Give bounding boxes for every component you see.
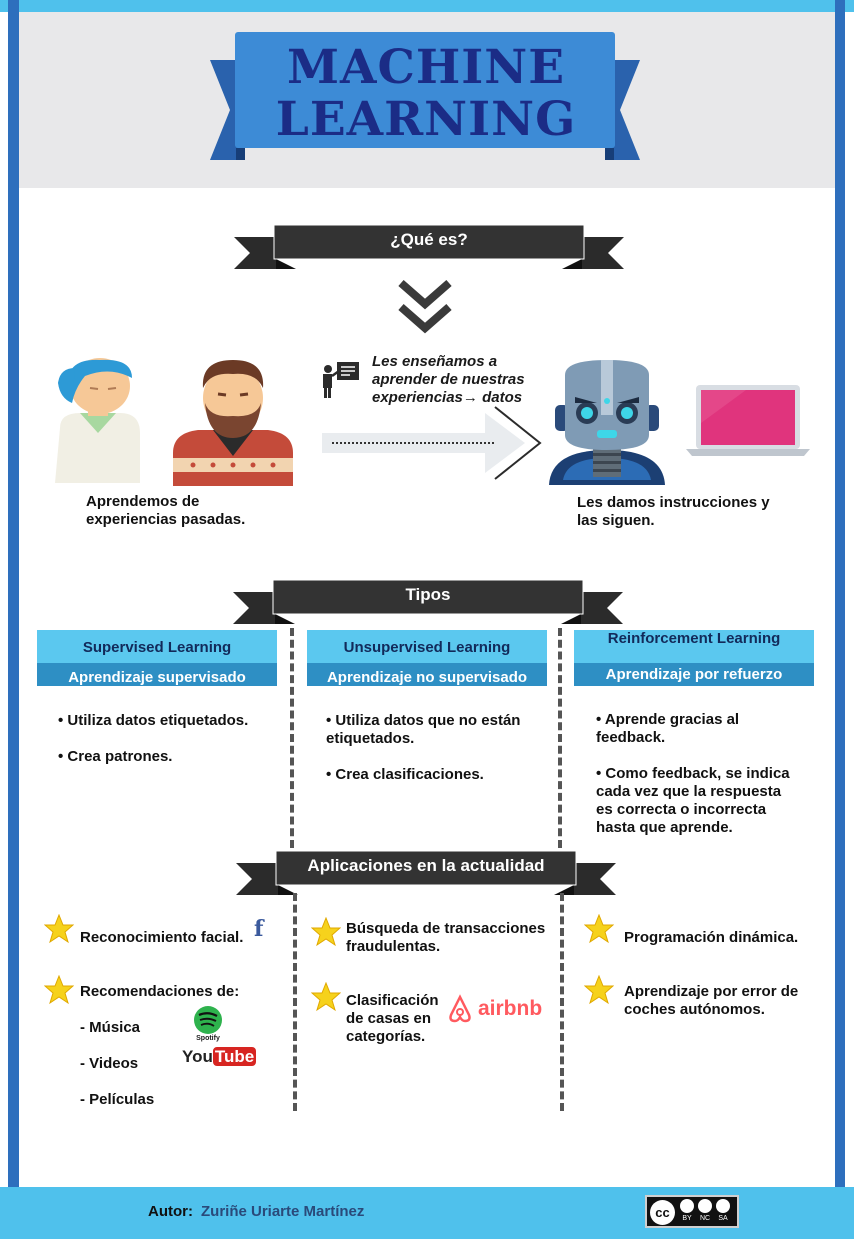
- apps-divider-1: [293, 893, 297, 1111]
- by-icon: [680, 1199, 694, 1213]
- type-2-point-2: • Crea clasificaciones.: [326, 766, 484, 783]
- spotify-label: Spotify: [196, 1035, 220, 1042]
- cc-license-badge: [645, 1195, 739, 1228]
- sa-icon: [716, 1199, 730, 1213]
- facebook-icon: f: [254, 916, 264, 942]
- double-chevron-down-icon: [398, 280, 452, 336]
- type-3-point-2: • Como feedback, se indica cada vez que la respuesta es correcta o incorrecta hasta que aprende.: [596, 765, 790, 836]
- type-1-subtitle: Aprendizaje supervisado: [37, 663, 277, 686]
- by-label: BY: [682, 1215, 692, 1222]
- star-icon: [44, 975, 74, 1005]
- human-caption: Aprendemos de experiencias pasadas.: [86, 493, 246, 528]
- cc-icon: cc: [650, 1200, 675, 1225]
- type-3-subtitle: Aprendizaje por refuerzo: [574, 663, 814, 686]
- star-icon: [584, 975, 614, 1005]
- section-title-aplicaciones: Aplicaciones en la actualidad: [307, 856, 545, 875]
- teach-text: [372, 353, 542, 407]
- title-line-2: LEARNING: [275, 92, 577, 147]
- type-2-point-1: • Utiliza datos que no están etiquetados.: [326, 712, 521, 747]
- author-label: Autor:: [148, 1203, 193, 1220]
- machine-caption-line-1: Les damos instrucciones y: [577, 494, 770, 511]
- app-2-2: Clasificación de casas en categorías.: [346, 992, 439, 1045]
- laptop-illustration: [686, 383, 812, 458]
- type-2-title: Unsupervised Learning: [307, 630, 547, 663]
- types-divider-1: [290, 628, 294, 848]
- nc-icon: [698, 1199, 712, 1213]
- woman-illustration: [50, 358, 145, 488]
- teach-experiencias: experiencias: [372, 389, 463, 406]
- youtube-you: You: [182, 1047, 213, 1066]
- page-title: [236, 32, 616, 162]
- sa-label: SA: [718, 1215, 728, 1222]
- right-border: [835, 0, 845, 1239]
- teach-datos: datos: [482, 389, 523, 406]
- apps-divider-2: [560, 893, 564, 1111]
- app-1-sub-3: - Películas: [80, 1091, 155, 1108]
- robot-illustration: [547, 355, 667, 485]
- star-icon: [584, 914, 614, 944]
- section-title-que-es: ¿Qué es?: [390, 230, 468, 249]
- app-1-sub-2: - Videos: [80, 1055, 139, 1072]
- types-divider-2: [558, 628, 562, 848]
- author-name: Zuriñe Uriarte Martínez: [201, 1203, 365, 1220]
- app-3-2: Aprendizaje por error de coches autónomos.: [624, 983, 799, 1018]
- machine-caption-line-2: las siguen.: [577, 512, 655, 529]
- left-border: [8, 0, 19, 1239]
- app-3-1: Programación dinámica.: [624, 929, 799, 946]
- teacher-icon: [320, 360, 362, 400]
- youtube-tube: Tube: [214, 1047, 255, 1066]
- app-1-2: Recomendaciones de:: [80, 983, 240, 1000]
- title-line-1: MACHINE: [286, 40, 566, 95]
- type-1-point-2: • Crea patrones.: [58, 748, 173, 765]
- type-3-point-1: • Aprende gracias al feedback.: [596, 711, 740, 746]
- type-3-title: Reinforcement Learning: [574, 630, 814, 663]
- app-2-1: Búsqueda de transacciones fraudulentas.: [346, 920, 546, 955]
- airbnb-label: airbnb: [478, 997, 543, 1020]
- man-illustration: [168, 358, 298, 486]
- spotify-icon: [192, 1005, 224, 1035]
- star-icon: [44, 914, 74, 944]
- type-1-title: Supervised Learning: [37, 630, 277, 663]
- app-1-1: Reconocimiento facial.: [80, 929, 244, 946]
- teach-line-2: aprender de nuestras: [372, 371, 525, 388]
- section-title-tipos: Tipos: [405, 585, 451, 604]
- teach-line-1: Les enseñamos a: [372, 353, 498, 370]
- star-icon: [311, 917, 341, 947]
- nc-label: NC: [699, 1215, 711, 1222]
- youtube-logo: [182, 1047, 256, 1067]
- top-border: [0, 0, 854, 12]
- big-arrow-right-icon: [320, 403, 545, 485]
- type-2-subtitle: Aprendizaje no supervisado: [307, 663, 547, 686]
- arrow-right-icon: →: [462, 389, 478, 406]
- machine-caption: [577, 494, 807, 530]
- airbnb-icon: [446, 993, 474, 1025]
- star-icon: [311, 982, 341, 1012]
- type-1-point-1: • Utiliza datos etiquetados.: [58, 712, 249, 729]
- app-1-sub-1: - Música: [80, 1019, 141, 1036]
